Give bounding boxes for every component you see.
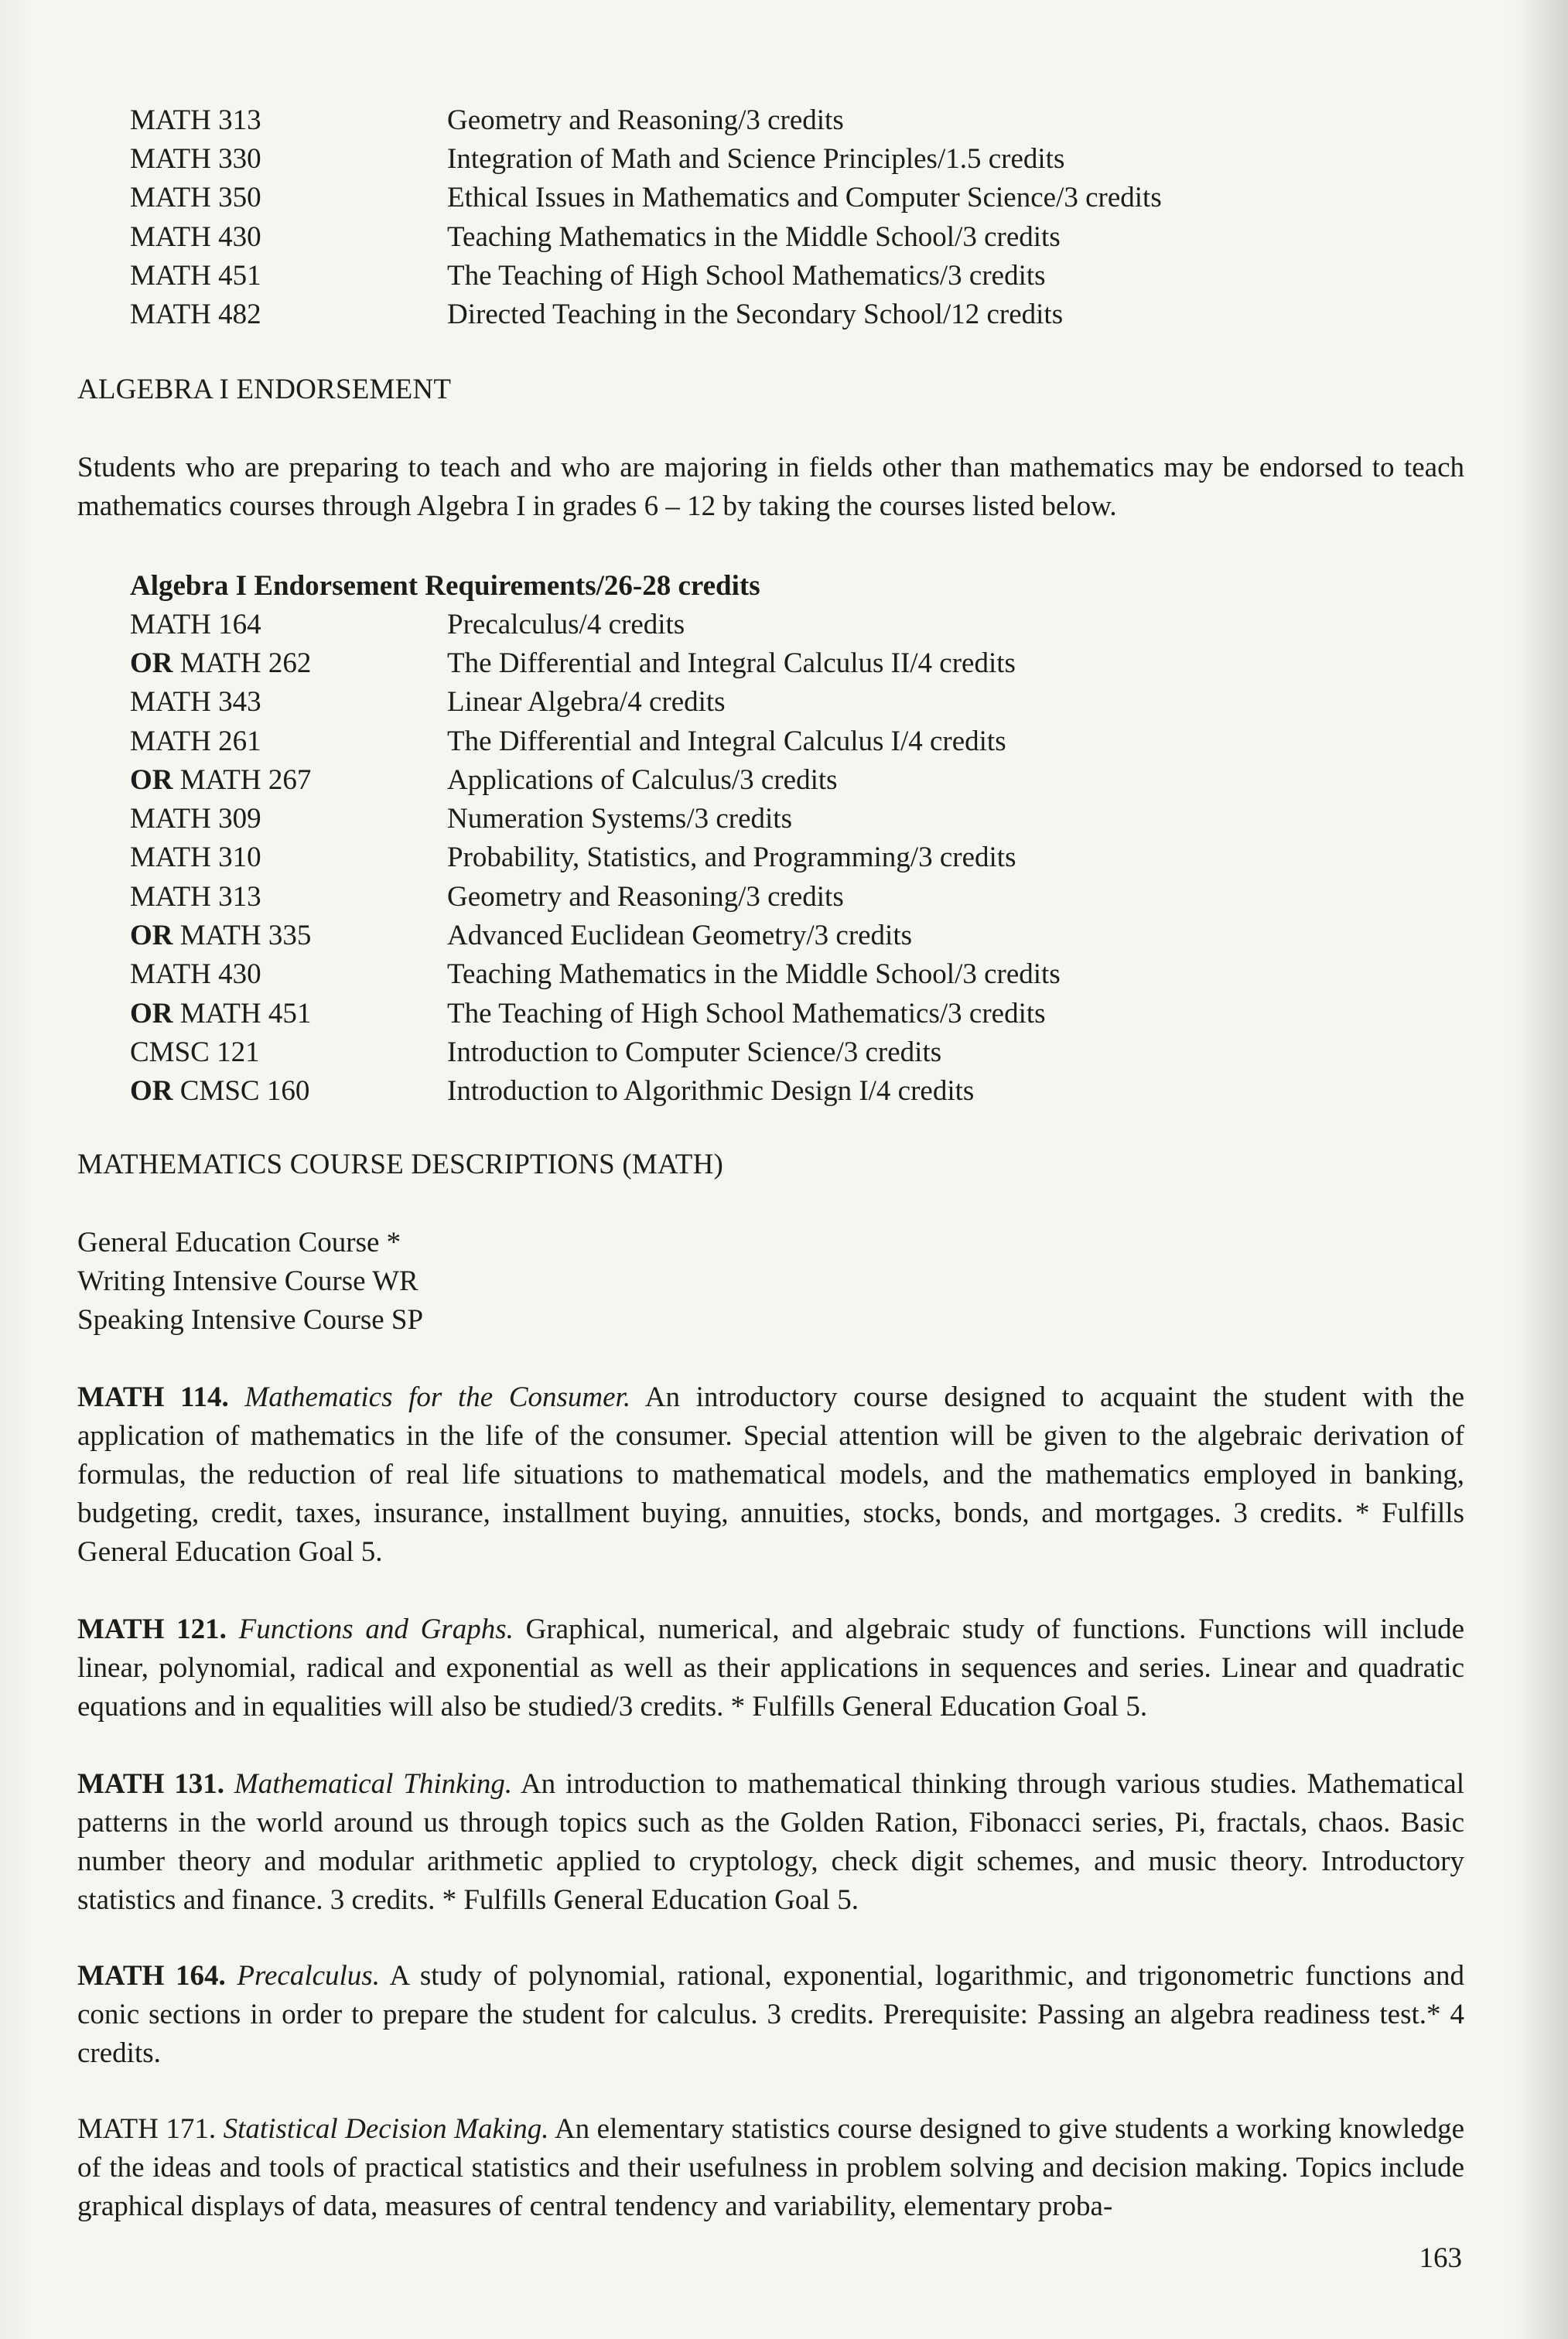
- course-code-cell: [130, 880, 447, 913]
- or-label: OR: [130, 997, 173, 1030]
- course-row: [130, 722, 1061, 760]
- course-row: [130, 955, 1061, 994]
- algebra-endorsement-heading: ALGEBRA I ENDORSEMENT: [77, 374, 452, 405]
- course-description-cell: The Teaching of High School Mathematics/3 credits: [447, 259, 1046, 292]
- course-description-cell: Numeration Systems/3 credits: [447, 803, 792, 835]
- course-row: [130, 256, 1162, 295]
- course-code: CMSC 121: [130, 1036, 260, 1068]
- course-code-cell: [130, 685, 447, 719]
- course-row: [130, 877, 1061, 916]
- algebra-intro-paragraph: Students who are preparing to teach and who are majoring in fields other than mathematics may be endorsed to teach mathematics courses through Algebra I in grades 6 – 12 by taking the courses listed below.: [77, 452, 1464, 522]
- course-code-cell: [130, 104, 447, 137]
- course-code-cell: [130, 220, 447, 254]
- course-description-cell: Geometry and Reasoning/3 credits: [447, 880, 844, 913]
- course-code: MATH 310: [130, 842, 261, 874]
- course-code-cell: [130, 763, 447, 797]
- requirements-rows: [130, 605, 1061, 1111]
- course-code: MATH 313: [130, 104, 261, 136]
- course-description-cell: The Differential and Integral Calculus II/4 credits: [447, 647, 1016, 679]
- course-title: Precalculus.: [237, 1960, 380, 1992]
- course-description: [77, 1957, 1464, 2073]
- course-description-cell: Directed Teaching in the Secondary School/12 credits: [447, 299, 1064, 331]
- course-code-cell: [130, 608, 447, 641]
- legend-speaking-intensive: Speaking Intensive Course SP: [77, 1304, 424, 1336]
- course-description-cell: Geometry and Reasoning/3 credits: [447, 104, 844, 136]
- legend-writing-intensive: Writing Intensive Course WR: [77, 1265, 418, 1297]
- course-title: Mathematical Thinking.: [234, 1768, 513, 1800]
- course-description-cell: Probability, Statistics, and Programming/3 credits: [447, 842, 1016, 874]
- course-row: [130, 101, 1162, 139]
- or-label: OR: [130, 920, 173, 952]
- course-row: [130, 217, 1162, 256]
- course-code: MATH 114.: [77, 1381, 229, 1413]
- course-code-cell: [130, 919, 447, 952]
- course-code: MATH 451: [179, 997, 312, 1030]
- course-row: [130, 683, 1061, 722]
- course-row: [130, 916, 1061, 954]
- course-description-cell: Integration of Math and Science Principles/1.5 credits: [447, 142, 1065, 175]
- course-row: [130, 760, 1061, 799]
- course-code: MATH 335: [179, 920, 312, 952]
- course-description: [77, 1610, 1464, 1726]
- course-row: [130, 644, 1061, 682]
- course-description: [77, 1378, 1464, 1572]
- course-text: An introductory course designed to acquaint the student with the application of mathematics in the life of the consumer. Special attention will be given to the algebraic derivation of formulas, the reduction of real life situations to mathematical models, and the mathematics employed in banking, budgeting, credit, taxes, insurance, installment buying, annuities, stocks, bonds, and mortgages. 3 credits. * Fulfills General Education Goal 5.: [77, 1381, 1464, 1568]
- course-description-cell: Ethical Issues in Mathematics and Computer Science/3 credits: [447, 182, 1162, 214]
- course-title: Statistical Decision Making.: [223, 2113, 549, 2145]
- course-text: Graphical, numerical, and algebraic study of functions. Functions will include linear, polynomial, radical and exponential as well as their applications in sequences and series. Linear and quadratic equations and in equalities will also be studied/3 credits. * Fulfills General Education Goal 5.: [77, 1613, 1465, 1723]
- course-code-cell: [130, 802, 447, 835]
- course-text: An elementary statistics course designed to give students a working knowledge of the ideas and tools of practical statistics and their usefulness in problem solving and decision making. Topics include graphical displays of data, measures of central tendency and variability, elementary proba-: [77, 2113, 1465, 2222]
- course-code-cell: [130, 181, 447, 214]
- course-title: Functions and Graphs.: [238, 1613, 514, 1645]
- course-code: MATH 164.: [77, 1960, 226, 1992]
- course-code-cell: [130, 841, 447, 874]
- top-course-list: [130, 101, 1162, 334]
- course-description-cell: Applications of Calculus/3 credits: [447, 763, 838, 796]
- course-title: Mathematics for the Consumer.: [244, 1381, 631, 1413]
- course-code-cell: [130, 259, 447, 292]
- course-code: MATH 309: [130, 803, 261, 835]
- course-code: MATH 171.: [77, 2113, 217, 2145]
- course-code: MATH 267: [179, 763, 312, 796]
- legend-general-education: General Education Course *: [77, 1227, 401, 1258]
- course-description-cell: Teaching Mathematics in the Middle School/3 credits: [447, 958, 1061, 991]
- course-description-cell: The Teaching of High School Mathematics/3 credits: [447, 997, 1046, 1030]
- requirements-list: [130, 566, 1061, 1111]
- course-description-cell: Introduction to Computer Science/3 credits: [447, 1036, 942, 1068]
- course-row: [130, 139, 1162, 178]
- course-description-cell: Introduction to Algorithmic Design I/4 credits: [447, 1075, 975, 1108]
- course-description-cell: The Differential and Integral Calculus I/4 credits: [447, 725, 1006, 757]
- or-label: OR: [130, 1075, 173, 1108]
- course-code: MATH 164: [130, 608, 261, 640]
- course-code-cell: [130, 1074, 447, 1108]
- course-code-cell: [130, 725, 447, 758]
- course-code: CMSC 160: [179, 1075, 310, 1108]
- or-label: OR: [130, 647, 173, 679]
- page-edge-shadow: [1522, 0, 1568, 2339]
- course-code: MATH 451: [130, 259, 261, 292]
- course-description: [77, 1765, 1464, 1920]
- course-row: [130, 1033, 1061, 1071]
- legend: [77, 1224, 423, 1340]
- course-code: MATH 343: [130, 686, 261, 719]
- course-code-cell: [130, 997, 447, 1030]
- course-description-cell: Linear Algebra/4 credits: [447, 686, 726, 719]
- or-label: OR: [130, 763, 173, 796]
- course-code: MATH 313: [130, 880, 261, 913]
- page-number: 163: [1419, 2242, 1462, 2274]
- course-code: MATH 350: [130, 182, 261, 214]
- course-row: [130, 605, 1061, 644]
- course-description-cell: Teaching Mathematics in the Middle School/3 credits: [447, 220, 1061, 253]
- course-code-cell: [130, 1036, 447, 1069]
- course-code: MATH 430: [130, 220, 261, 253]
- course-description-cell: Advanced Euclidean Geometry/3 credits: [447, 920, 913, 952]
- course-code: MATH 482: [130, 299, 261, 331]
- course-code: MATH 330: [130, 142, 261, 175]
- course-code-cell: [130, 298, 447, 331]
- course-row: [130, 179, 1162, 217]
- course-code: MATH 262: [179, 647, 312, 679]
- requirements-heading: Algebra I Endorsement Requirements/26-28 credits: [130, 569, 760, 602]
- course-code-cell: [130, 958, 447, 991]
- course-code: MATH 430: [130, 958, 261, 991]
- course-descriptions-heading: MATHEMATICS COURSE DESCRIPTIONS (MATH): [77, 1149, 724, 1180]
- course-row: [130, 994, 1061, 1033]
- course-text: An introduction to mathematical thinking through various studies. Mathematical patterns in the world around us through topics such as the Golden Ration, Fibonacci series, Pi, fractals, chaos. Basic number theory and modular arithmetic applied to cryptology, check digit schemes, and music theory. Introductory statistics and finance. 3 credits. * Fulfills General Education Goal 5.: [77, 1768, 1464, 1916]
- course-row: [130, 799, 1061, 838]
- course-code-cell: [130, 142, 447, 176]
- course-code: MATH 121.: [77, 1613, 227, 1645]
- course-row: [130, 838, 1061, 877]
- course-description-cell: Precalculus/4 credits: [447, 608, 685, 640]
- course-code-cell: [130, 647, 447, 680]
- course-text: A study of polynomial, rational, exponential, logarithmic, and trigonometric functions and conic sections in order to prepare the student for calculus. 3 credits. Prerequisite: Passing an algebra readiness test.* 4 credits.: [77, 1960, 1464, 2069]
- course-code: MATH 261: [130, 725, 261, 757]
- course-description: [77, 2110, 1464, 2226]
- course-row: [130, 295, 1162, 333]
- course-code: MATH 131.: [77, 1768, 224, 1800]
- course-row: [130, 1072, 1061, 1111]
